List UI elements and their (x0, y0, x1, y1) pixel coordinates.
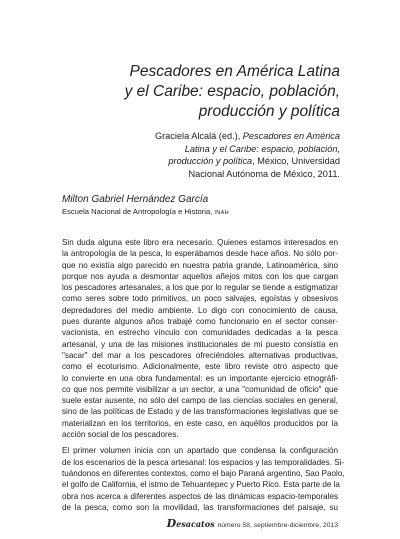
text-line: co que nos permite visibilizar a un sector, a una "comunidad de oficio" que (62, 384, 338, 394)
text-line: de los escenarios de la pesca artesanal: los espacios y las temporalidades. Si- (62, 457, 345, 467)
text-line: vacionista, en estrecho vínculo con comunidades dedicadas a la pesca (62, 328, 338, 338)
text-line: suele estar ausente, no sólo del campo de las ciencias sociales en general, (62, 396, 338, 406)
text-line: artesanal, y una de las misiones institucionales de mi puesto consistía en (62, 339, 338, 349)
text-line: porque nos ayuda a desmontar aquellos añejos mitos con los que cargan (62, 271, 338, 281)
paragraph-2 (62, 445, 345, 513)
affiliation-text: Escuela Nacional de Antropología e Historia, (62, 207, 215, 216)
citation-book-title-b: Latina y el Caribe: espacio, población, (184, 143, 340, 154)
text-line: obra nos acerca a diferentes aspectos de las dinámicas espacio-temporales (62, 491, 338, 501)
text-line: depredadores del medio ambiente. Lo digo con conocimiento de causa, (62, 305, 338, 315)
author-affiliation (62, 207, 229, 218)
citation-publisher-a: , México, Universidad (252, 156, 340, 167)
text-line: que no existía algo parecido en nuestra patria grande, Latinoamérica, sino (62, 260, 338, 270)
title-line-3: producción y política (198, 103, 340, 120)
text-line: como el ecoturismo. Adicionalmente, este libro reviste otro aspecto que (62, 362, 338, 372)
issue-info: número 58, septiembre-diciembre, 2013 (217, 522, 338, 529)
title-line-2: y el Caribe: espacio, población, (124, 83, 340, 100)
text-line: el golfo de California, el istmo de Tehuantepec y Puerto Rico. Esta parte de la (62, 480, 340, 490)
text-line: como seres sobre todo primitivos, un poco salvajes, egoístas y obsesivos (62, 294, 338, 304)
text-line: Sin duda alguna este libro era necesario. Quienes estamos interesados en (62, 238, 338, 247)
text-line: "sacar" del mar a los pescadores ofreciéndoles alternativas productivas, (62, 350, 338, 360)
journal-logo: Desacatos (166, 517, 215, 530)
citation-editor: Graciela Alcalá (ed.), (154, 131, 243, 141)
review-title (60, 62, 340, 122)
text-line: de la pesca, como son la movilidad, las transformaciones del paisaje, su (62, 502, 338, 512)
title-line-1: Pescadores en América Latina (129, 63, 340, 80)
text-line: pues durante algunos años trabajé como funcionario en el sector conser- (62, 317, 338, 327)
book-citation (90, 130, 340, 180)
text-line: materializan en los territorios, en este caso, en aquéllos producidos por la (62, 418, 338, 428)
citation-line-1 (90, 130, 340, 143)
text-line: lo convierte en una obra fundamental: es un importante ejercicio etnográfi- (62, 373, 338, 383)
text-line: tuándonos en diferentes contextos, como el bajo Paraná argentino, Sao Paolo, (62, 468, 345, 478)
citation-line-4: Nacional Autónoma de México, 2011. (188, 168, 340, 179)
author-name: Milton Gabriel Hernández García (62, 194, 209, 205)
text-line: sino de las políticas de Estado y de las transformaciones legislativas que se (62, 407, 338, 417)
citation-book-title-a: Pescadores en América (242, 131, 340, 141)
page-footer (0, 517, 338, 530)
text-line: El primer volumen inicia con un apartado que condensa la configuración (62, 446, 338, 456)
review-body (62, 237, 345, 513)
paragraph-1 (62, 237, 338, 440)
text-line: la antropología de la pesca, lo esperábamos desde hace años. No sólo por- (62, 249, 338, 259)
citation-line-3 (90, 155, 340, 168)
text-line: los pescadores artesanales, a los que por lo regular se tiende a estigmatizar (62, 283, 338, 293)
citation-book-title-c: producción y política (168, 156, 253, 167)
citation-line-2 (90, 143, 340, 156)
text-line: acción social de los pescadores. (62, 430, 179, 440)
affiliation-abbr: INAH (214, 210, 229, 216)
